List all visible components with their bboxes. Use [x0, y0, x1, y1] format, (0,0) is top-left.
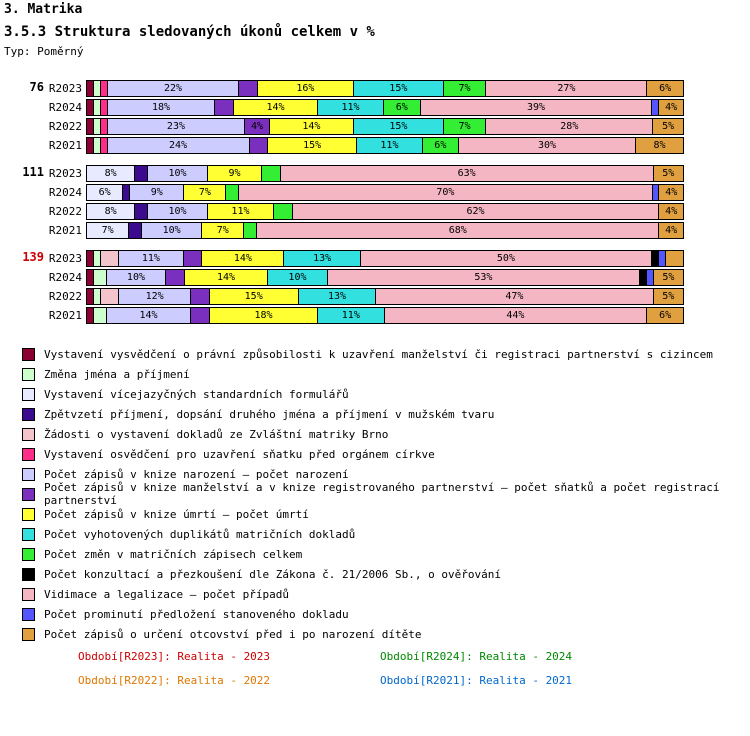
- bar-segment: [239, 81, 258, 96]
- stacked-bar: [86, 137, 684, 154]
- chart-row: [0, 118, 750, 135]
- legend-label: Počet zápisů v knize manželství a v knize registrovaného partnerství – počet sňatků a počet registrací partnerství: [44, 481, 720, 507]
- bar-segment: 18%: [210, 308, 318, 323]
- legend-item: [22, 404, 742, 424]
- row-label: R2021: [48, 139, 82, 152]
- bar-segment: [666, 251, 683, 266]
- bar-segment: 11%: [318, 308, 384, 323]
- row-label: R2023: [48, 167, 82, 180]
- bar-segment: 10%: [142, 223, 202, 238]
- bar-segment: 9%: [130, 185, 184, 200]
- bar-segment: 7%: [87, 223, 129, 238]
- page-title: 3. Matrika: [4, 2, 83, 17]
- legend-label: Počet vyhotovených duplikátů matričních dokladů: [44, 527, 356, 541]
- bar-segment: 63%: [281, 166, 654, 181]
- chart-group: [0, 80, 750, 156]
- bar-segment: [94, 251, 101, 266]
- row-label: R2022: [48, 205, 82, 218]
- bar-segment: 14%: [202, 251, 284, 266]
- stacked-bar: [86, 269, 684, 286]
- bar-segment: 39%: [421, 100, 653, 115]
- bar-segment: [262, 166, 281, 181]
- chart-row: [0, 203, 750, 220]
- chart-legend: [22, 344, 742, 644]
- row-label: R2021: [48, 224, 82, 237]
- legend-item: [22, 624, 742, 644]
- bar-segment: 8%: [636, 138, 683, 153]
- stacked-bar: [86, 118, 684, 135]
- bar-segment: [250, 138, 269, 153]
- bar-segment: 47%: [376, 289, 653, 304]
- bar-segment: 23%: [108, 119, 245, 134]
- legend-swatch-icon: [22, 488, 35, 501]
- legend-label: Vystavení vícejazyčných standardních formulářů: [44, 387, 349, 401]
- stacked-bar: [86, 307, 684, 324]
- bar-segment: 10%: [107, 270, 167, 285]
- legend-item: [22, 481, 742, 507]
- bar-segment: [101, 289, 120, 304]
- legend-label: Počet zápisů v knize úmrtí – počet úmrtí: [44, 507, 309, 521]
- bar-segment: 6%: [647, 81, 683, 96]
- chart-row: [0, 165, 750, 182]
- legend-swatch-icon: [22, 568, 35, 581]
- bar-segment: 13%: [299, 289, 376, 304]
- legend-label: Změna jména a příjmení: [44, 367, 190, 381]
- group-label: 76: [29, 80, 44, 94]
- legend-swatch-icon: [22, 428, 35, 441]
- bar-segment: 16%: [258, 81, 354, 96]
- bar-segment: [647, 270, 654, 285]
- bar-segment: [184, 251, 202, 266]
- bar-segment: 14%: [107, 308, 191, 323]
- bar-segment: 15%: [354, 119, 444, 134]
- bar-segment: 7%: [202, 223, 244, 238]
- legend-swatch-icon: [22, 448, 35, 461]
- bar-segment: [135, 166, 148, 181]
- bar-segment: 11%: [208, 204, 274, 219]
- bar-segment: 4%: [659, 100, 683, 115]
- bar-segment: 44%: [385, 308, 648, 323]
- legend-item: [22, 364, 742, 384]
- bar-segment: 4%: [659, 185, 683, 200]
- bar-segment: [191, 289, 210, 304]
- chart-row: [0, 137, 750, 154]
- bar-segment: [101, 119, 108, 134]
- bar-segment: 7%: [184, 185, 226, 200]
- period-label-R2022: Období[R2022]: Realita - 2022: [78, 674, 271, 687]
- bar-segment: [94, 138, 101, 153]
- bar-segment: 4%: [659, 204, 683, 219]
- legend-swatch-icon: [22, 368, 35, 381]
- bar-segment: 24%: [108, 138, 250, 153]
- legend-item: [22, 444, 742, 464]
- stacked-bar: [86, 165, 684, 182]
- legend-swatch-icon: [22, 528, 35, 541]
- bar-segment: 6%: [423, 138, 459, 153]
- bar-segment: 53%: [328, 270, 640, 285]
- bar-segment: [652, 251, 659, 266]
- chart-row: [0, 222, 750, 239]
- bar-segment: 7%: [444, 81, 487, 96]
- legend-item: [22, 504, 742, 524]
- bar-segment: 15%: [354, 81, 444, 96]
- legend-swatch-icon: [22, 468, 35, 481]
- chart-row: [0, 184, 750, 201]
- bar-segment: 70%: [239, 185, 652, 200]
- legend-item: [22, 584, 742, 604]
- bar-segment: [640, 270, 647, 285]
- bar-segment: 15%: [268, 138, 357, 153]
- bar-segment: [94, 289, 101, 304]
- legend-label: Vidimace a legalizace – počet případů: [44, 587, 290, 601]
- bar-segment: 5%: [654, 289, 683, 304]
- chart-subtitle: Typ: Poměrný: [4, 45, 84, 58]
- group-label: 111: [22, 165, 44, 179]
- legend-swatch-icon: [22, 548, 35, 561]
- bar-segment: [101, 81, 108, 96]
- bar-segment: [87, 308, 94, 323]
- bar-segment: [87, 119, 94, 134]
- chart-group: [0, 250, 750, 326]
- stacked-bar: [86, 184, 684, 201]
- bar-segment: 13%: [284, 251, 360, 266]
- legend-label: Žádosti o vystavení dokladů ze Zvláštní matriky Brno: [44, 427, 389, 441]
- legend-swatch-icon: [22, 388, 35, 401]
- bar-segment: 8%: [87, 166, 135, 181]
- bar-segment: [274, 204, 293, 219]
- period-label-R2024: Období[R2024]: Realita - 2024: [380, 650, 573, 663]
- bar-segment: 14%: [185, 270, 268, 285]
- bar-segment: 27%: [486, 81, 647, 96]
- chart-row: [0, 99, 750, 116]
- legend-item: [22, 564, 742, 584]
- row-label: R2022: [48, 120, 82, 133]
- bar-segment: 28%: [486, 119, 653, 134]
- bar-segment: 10%: [148, 204, 208, 219]
- bar-segment: 7%: [444, 119, 487, 134]
- bar-segment: [653, 185, 660, 200]
- bar-segment: 5%: [654, 270, 683, 285]
- bar-segment: [166, 270, 185, 285]
- bar-segment: 11%: [357, 138, 423, 153]
- bar-segment: 6%: [384, 100, 421, 115]
- legend-swatch-icon: [22, 608, 35, 621]
- legend-item: [22, 384, 742, 404]
- bar-segment: 18%: [108, 100, 216, 115]
- legend-label: Počet zápisů o určení otcovství před i po narození dítěte: [44, 627, 422, 641]
- legend-swatch-icon: [22, 348, 35, 361]
- row-label: R2024: [48, 186, 82, 199]
- legend-item: [22, 424, 742, 444]
- bar-segment: 14%: [270, 119, 354, 134]
- bar-segment: 10%: [148, 166, 208, 181]
- period-label-R2023: Období[R2023]: Realita - 2023: [78, 650, 271, 663]
- legend-label: Vystavení osvědčení pro uzavření sňatku před orgánem církve: [44, 447, 435, 461]
- bar-segment: 9%: [208, 166, 262, 181]
- legend-item: [22, 344, 742, 364]
- bar-segment: 11%: [318, 100, 384, 115]
- legend-swatch-icon: [22, 628, 35, 641]
- row-label: R2021: [48, 309, 82, 322]
- legend-label: Počet zápisů v knize narození – počet narození: [44, 467, 349, 481]
- bar-segment: [191, 308, 210, 323]
- chart-title: 3.5.3 Struktura sledovaných úkonů celkem v %: [4, 24, 375, 40]
- bar-segment: 11%: [119, 251, 184, 266]
- legend-label: Vystavení vysvědčení o právní způsobilosti k uzavření manželství či registraci partnerství s cizincem: [44, 347, 713, 361]
- bar-segment: 22%: [108, 81, 239, 96]
- stacked-bar: [86, 250, 684, 267]
- legend-swatch-icon: [22, 508, 35, 521]
- period-label-R2021: Období[R2021]: Realita - 2021: [380, 674, 573, 687]
- row-label: R2023: [48, 82, 82, 95]
- bar-segment: 10%: [268, 270, 328, 285]
- bar-segment: [94, 270, 107, 285]
- bar-segment: [129, 223, 142, 238]
- bar-segment: [244, 223, 257, 238]
- chart-row: [0, 269, 750, 286]
- row-label: R2024: [48, 271, 82, 284]
- bar-segment: 6%: [647, 308, 683, 323]
- bar-segment: 4%: [659, 223, 683, 238]
- bar-segment: [101, 138, 108, 153]
- bar-segment: 6%: [87, 185, 123, 200]
- stacked-bar: [86, 222, 684, 239]
- legend-label: Počet konzultací a přezkoušení dle Zákona č. 21/2006 Sb., o ověřování: [44, 567, 501, 581]
- stacked-bar: [86, 203, 684, 220]
- bar-segment: [87, 138, 94, 153]
- bar-segment: 5%: [654, 166, 684, 181]
- chart-row: [0, 307, 750, 324]
- bar-segment: [94, 119, 101, 134]
- bar-segment: [87, 289, 94, 304]
- group-label: 139: [22, 250, 44, 264]
- chart-row: [0, 80, 750, 97]
- bar-segment: [87, 100, 94, 115]
- stacked-bar: [86, 99, 684, 116]
- bar-segment: [94, 100, 101, 115]
- legend-label: Zpětvzetí příjmení, dopsání druhého jména a příjmení v mužském tvaru: [44, 407, 495, 421]
- chart-row: [0, 250, 750, 267]
- bar-segment: 8%: [87, 204, 135, 219]
- stacked-bar: [86, 288, 684, 305]
- legend-label: Počet změn v matričních zápisech celkem: [44, 547, 303, 561]
- legend-swatch-icon: [22, 408, 35, 421]
- legend-swatch-icon: [22, 588, 35, 601]
- bar-segment: [94, 81, 101, 96]
- bar-segment: [94, 308, 107, 323]
- chart-row: [0, 288, 750, 305]
- bar-segment: [87, 270, 94, 285]
- bar-segment: 62%: [293, 204, 660, 219]
- bar-segment: [101, 100, 108, 115]
- legend-item: [22, 524, 742, 544]
- chart-group: [0, 165, 750, 241]
- bar-segment: [87, 81, 94, 96]
- bar-segment: [135, 204, 148, 219]
- legend-item: [22, 604, 742, 624]
- bar-segment: [123, 185, 130, 200]
- legend-label: Počet prominutí předložení stanoveného dokladu: [44, 607, 349, 621]
- bar-segment: 14%: [234, 100, 318, 115]
- bar-segment: [659, 251, 666, 266]
- stacked-bar: [86, 80, 684, 97]
- row-label: R2024: [48, 101, 82, 114]
- bar-segment: 30%: [459, 138, 636, 153]
- bar-segment: [652, 100, 659, 115]
- bar-segment: [215, 100, 234, 115]
- bar-segment: [87, 251, 94, 266]
- bar-segment: 4%: [245, 119, 270, 134]
- row-label: R2023: [48, 252, 82, 265]
- row-label: R2022: [48, 290, 82, 303]
- legend-item: [22, 544, 742, 564]
- bar-segment: 15%: [210, 289, 299, 304]
- bar-segment: 68%: [257, 223, 659, 238]
- bar-segment: 5%: [653, 119, 683, 134]
- bar-segment: [101, 251, 119, 266]
- bar-segment: 50%: [361, 251, 652, 266]
- bar-segment: [226, 185, 239, 200]
- bar-segment: 12%: [119, 289, 191, 304]
